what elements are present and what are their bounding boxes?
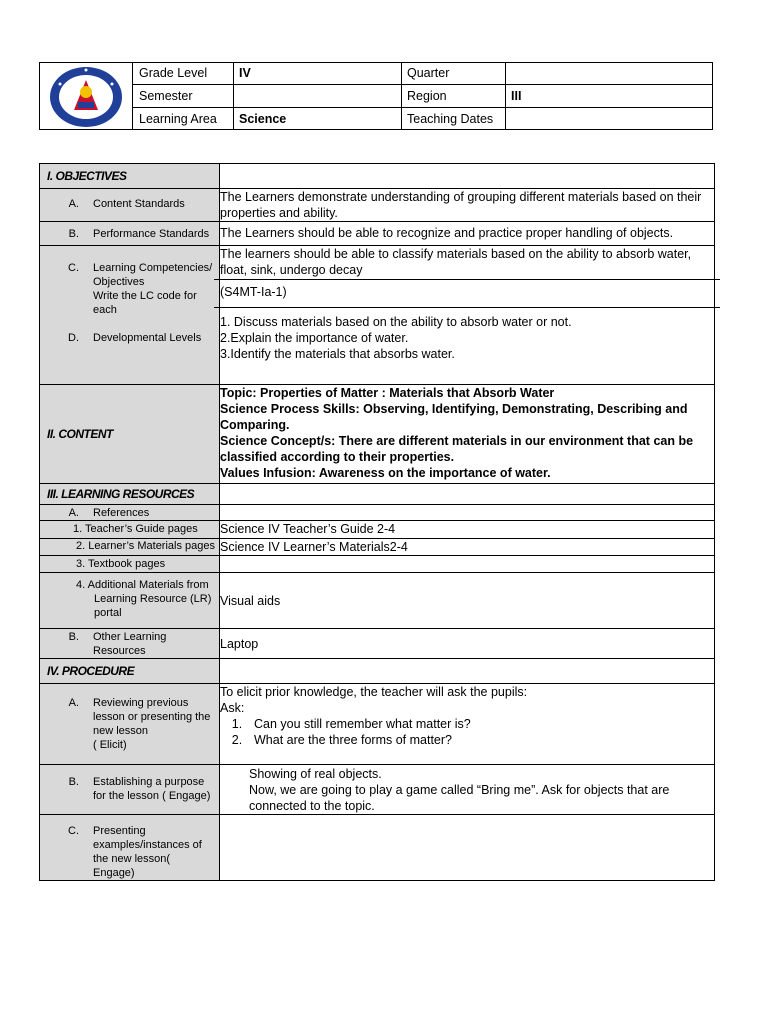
textbook-label: 3. Textbook pages: [76, 558, 166, 570]
procedure-c-letter: C.: [68, 825, 79, 837]
teachers-guide-label: 1. Teacher’s Guide pages: [73, 523, 198, 535]
procedure-a-questions: [220, 716, 714, 748]
procedure-b-label-2: for the lesson ( Engage): [93, 790, 211, 802]
competencies-label-2: Objectives: [93, 276, 145, 288]
deped-seal: [40, 63, 133, 129]
performance-standards-label: Performance Standards: [93, 228, 210, 240]
procedure-heading: IV. PROCEDURE: [47, 664, 135, 678]
procedure-c-label-2: examples/instances of: [93, 839, 202, 851]
procedure-b-letter: B.: [68, 776, 79, 788]
textbook-value: [220, 556, 715, 573]
procedure-a-label-3: new lesson: [93, 725, 149, 737]
other-resources-label-1: Other Learning: [93, 631, 167, 643]
lesson-plan-table: [39, 163, 715, 881]
learners-materials-value: Science IV Learner’s Materials2-4: [220, 539, 715, 556]
content-skills: Science Process Skills: Observing, Identifying, Demonstrating, Describing and Comparing.: [220, 402, 688, 432]
teaching-dates-label: Teaching Dates: [407, 112, 494, 126]
semester-label: Semester: [139, 89, 193, 103]
content-topic: Topic: Properties of Matter : Materials that Absorb Water: [220, 386, 555, 400]
grade-level-label: Grade Level: [139, 66, 208, 80]
deped-seal-icon: [48, 66, 124, 128]
competencies-label-3: Write the LC code for: [93, 290, 197, 302]
developmental-item-3: 3.Identify the materials that absorbs water.: [220, 347, 455, 361]
content-standards-value: The Learners demonstrate understanding of grouping different materials based on their properties and ability.: [220, 189, 715, 222]
content-standards-label: Content Standards: [93, 198, 185, 210]
procedure-a-label-4: ( Elicit): [93, 739, 127, 751]
procedure-c-label-1: Presenting: [93, 825, 146, 837]
objectives-heading: I. OBJECTIVES: [47, 169, 127, 183]
content-standards-letter: A.: [68, 198, 79, 210]
region-value: III: [511, 89, 522, 103]
developmental-item-2: 2.Explain the importance of water.: [220, 331, 409, 345]
content-heading: II. CONTENT: [47, 427, 113, 441]
list-item: 2. What are the three forms of matter?: [231, 733, 452, 747]
competencies-label-4: each: [93, 304, 117, 316]
procedure-c-value: [220, 815, 715, 881]
resources-heading: III. LEARNING RESOURCES: [47, 487, 195, 501]
procedure-c-label-3: the new lesson( Engage): [93, 853, 171, 879]
header-table: [39, 62, 713, 130]
procedure-a-intro: To elicit prior knowledge, the teacher will ask the pupils:: [220, 685, 528, 699]
objectives-heading-value: [220, 164, 715, 189]
developmental-letter: D.: [68, 332, 79, 344]
additional-label-1: 4. Additional Materials from: [76, 579, 209, 591]
grade-level-value: IV: [239, 66, 251, 80]
procedure-b-line-1: Showing of real objects.: [249, 767, 382, 781]
learning-area-value: Science: [239, 112, 287, 126]
developmental-label: Developmental Levels: [93, 332, 202, 344]
other-resources-label-2: Resources: [93, 645, 146, 657]
learners-materials-label: 2. Learner’s Materials pages: [76, 540, 216, 552]
additional-label-3: portal: [94, 607, 122, 619]
additional-value: Visual aids: [220, 573, 715, 629]
list-item: 1. Can you still remember what matter is?: [231, 717, 471, 731]
other-resources-value: Laptop: [220, 629, 715, 659]
references-label: References: [93, 507, 150, 519]
procedure-b-label-1: Establishing a purpose: [93, 776, 205, 788]
competencies-label-1: Learning Competencies/: [93, 262, 213, 274]
procedure-a-ask: Ask:: [220, 701, 245, 715]
procedure-a-label-1: Reviewing previous: [93, 697, 189, 709]
other-resources-letter: B.: [68, 631, 79, 643]
competencies-value: The learners should be able to classify materials based on the ability to absorb water, float, sink, undergo decay: [220, 247, 692, 277]
quarter-label: Quarter: [407, 66, 450, 80]
objectives-heading-cell: [40, 164, 220, 189]
performance-standards-value: The Learners should be able to recognize and practice proper handling of objects.: [220, 222, 715, 246]
region-label: Region: [407, 89, 447, 103]
procedure-a-label-2: lesson or presenting the: [93, 711, 211, 723]
additional-label-2: Learning Resource (LR): [94, 593, 212, 605]
competencies-code: (S4MT-Ia-1): [214, 279, 720, 307]
content-concepts: Science Concept/s: There are different materials in our environment that can be classified according to their properties.: [220, 434, 694, 464]
learning-area-label: Learning Area: [139, 112, 217, 126]
content-values: Values Infusion: Awareness on the importance of water.: [220, 466, 551, 480]
references-letter: A.: [68, 507, 79, 519]
developmental-item-1: 1. Discuss materials based on the ability to absorb water or not.: [220, 315, 572, 329]
teachers-guide-value: Science IV Teacher’s Guide 2-4: [220, 521, 715, 539]
performance-standards-letter: B.: [68, 228, 79, 240]
competencies-letter: C.: [68, 262, 79, 274]
procedure-b-line-2: Now, we are going to play a game called “Bring me”. Ask for objects that are connected to the topic.: [249, 783, 670, 813]
procedure-a-letter: A.: [68, 697, 79, 709]
